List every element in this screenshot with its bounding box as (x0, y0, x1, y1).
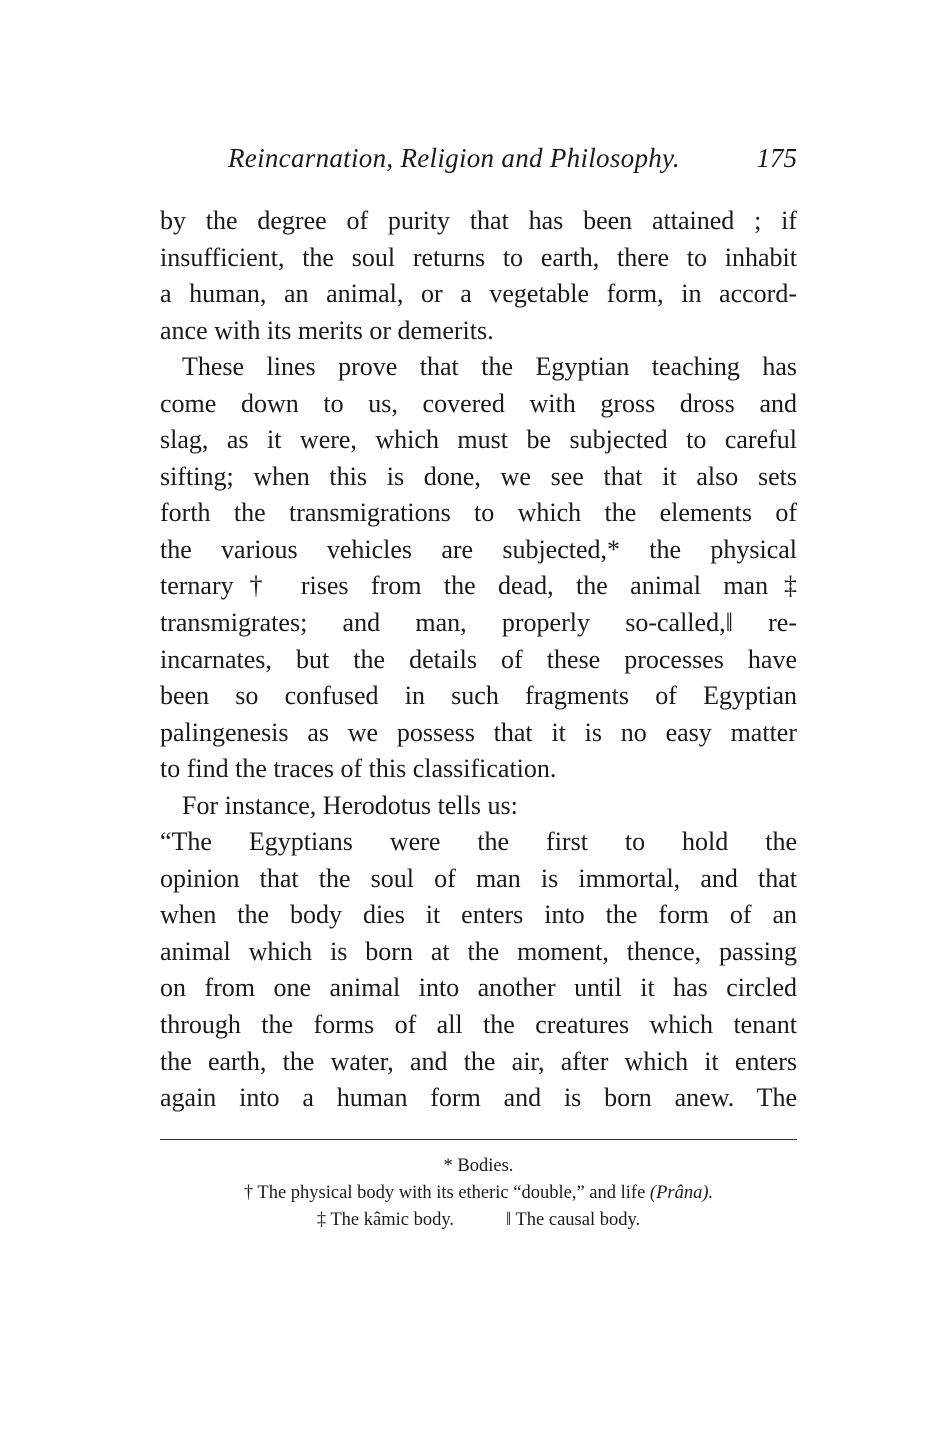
footnote-causal: ‖ The causal body. (506, 1210, 641, 1230)
footnote-rule (160, 1139, 797, 1140)
text-line: a human, an animal, or a vegetable form, in accord- (160, 279, 797, 309)
footnote-prana: (Prâna). (649, 1183, 714, 1203)
text-line: For instance, Herodotus tells us: (182, 790, 518, 820)
page-number: 175 (756, 143, 797, 173)
running-header (160, 143, 797, 183)
text-line: palingenesis as we possess that it is no easy matter (160, 717, 797, 747)
text-line: insufficient, the soul returns to earth, there to inhabit (160, 242, 797, 272)
text-line: opinion that the soul of man is immortal, and that (160, 863, 797, 893)
footnote-row (160, 1207, 797, 1234)
footnote-physical-text: † The physical body with its etheric “double,” and life (243, 1183, 650, 1203)
text-line: forth the transmigrations to which the elements of (160, 498, 797, 528)
text-line: the various vehicles are subjected,* the physical (160, 534, 797, 564)
text-line: animal which is born at the moment, thence, passing (160, 936, 797, 966)
text-line: slag, as it were, which must be subjected to careful (160, 425, 797, 455)
text-line: on from one animal into another until it has circled (160, 973, 797, 1003)
text-line: again into a human form and is born anew. The (160, 1083, 797, 1113)
text-line: sifting; when this is done, we see that it also sets (160, 461, 797, 491)
footnote-kamic: ‡ The kâmic body. (316, 1210, 455, 1230)
body-text (160, 203, 797, 1117)
text-line: ance with its merits or demerits. (160, 315, 494, 345)
footnote-bodies: * Bodies. (443, 1156, 514, 1176)
text-line: ternary† rises from the dead, the animal man‡ (160, 571, 797, 601)
text-line: been so confused in such fragments of Egyptian (160, 681, 797, 711)
text-line: transmigrates; and man, properly so-called,‖ re- (160, 608, 797, 638)
text-line: through the forms of all the creatures which tenant (160, 1010, 797, 1040)
text-line: come down to us, covered with gross dross and (160, 388, 797, 418)
text-line: “The Egyptians were the first to hold the (160, 827, 797, 857)
text-line: incarnates, but the details of these processes have (160, 644, 797, 674)
text-line: These lines prove that the Egyptian teaching has (182, 352, 797, 382)
text-line: the earth, the water, and the air, after which it enters (160, 1046, 797, 1076)
running-title: Reincarnation, Religion and Philosophy. (228, 143, 680, 173)
footnote-physical (160, 1180, 797, 1207)
text-line: by the degree of purity that has been attained ; if (160, 206, 797, 235)
text-line: when the body dies it enters into the form of an (160, 900, 797, 930)
text-line: to find the traces of this classification. (160, 754, 557, 784)
footnotes (160, 1153, 797, 1234)
